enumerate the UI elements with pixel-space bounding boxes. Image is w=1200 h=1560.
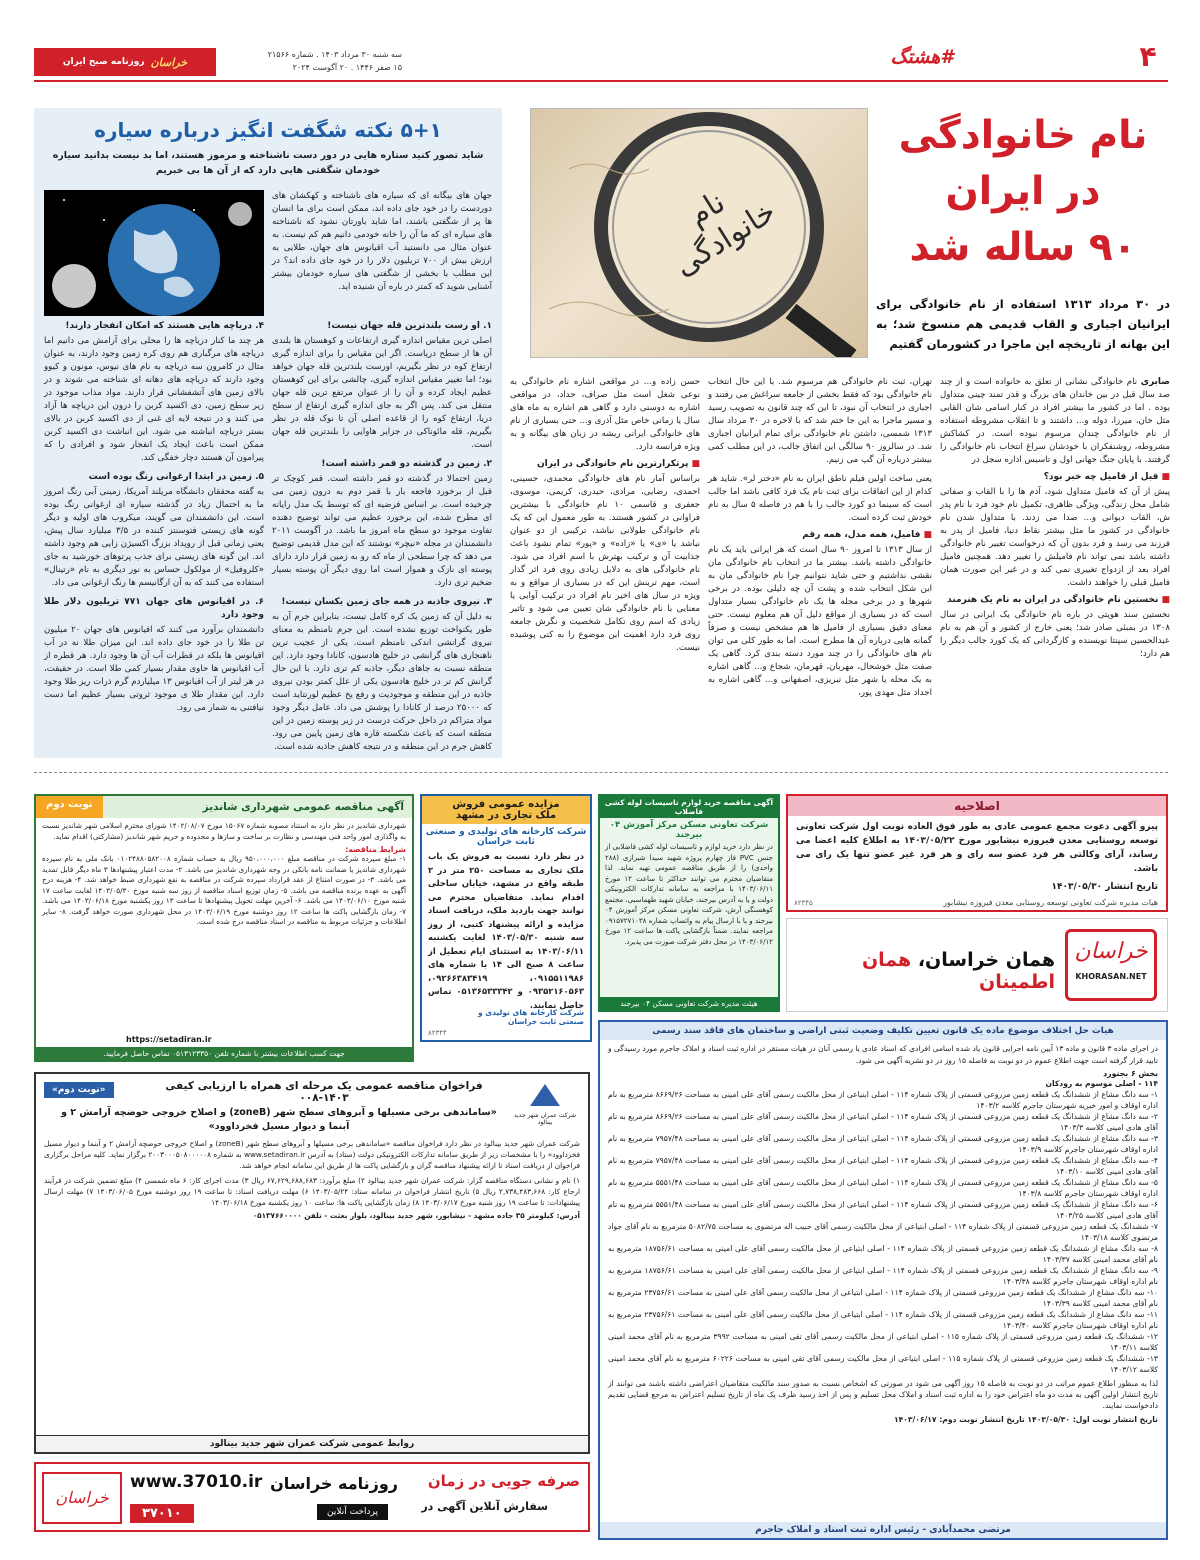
fact-4-title: ۴. دریاچه هایی هستند که امکان انفجار دارند! [65, 321, 264, 331]
binalood-items: ۱) نام و نشانی دستگاه مناقصه گزار: شرکت عمران شهر جدید بینالود ۲) مبلغ برآورد: ۶۷,۶۲۹,۶۸۸,۶۸۳ ریال ۳) مدت اجرای کار: ۶ ماه شمسی ۴) مبلغ تضمین شرکت در فرآیند ارجاع کار: ۲,۷۳۸,۴۸۳,۶۶۸ ریال ۵) تاریخ انتشار فراخوان در سامانه ستاد: ۱۴۰۳/۰۵/۲۴ ۶) مهلت دریافت اسناد: تا ساعت ۱۹ روز دوشنبه مورخ ۱۴۰۳/۰۶/۰۵ ۷) مهلت ارسال پیشنهادات: تا ساعت ۱۹ روز شنبه مورخ ۱۴۰۳/۰۶/۱۷ ۸) زمان بازگشایی پاکت ها: ساعت ۱۰ روز یکشنبه مورخ ۱۴۰۳/۰۶/۱۸ [44, 1176, 581, 1207]
registry-line: ۵- سه دانگ مشاع از ششدانگ یک قطعه زمین مزروعی قسمتی از پلاک شماره ۱۱۴ - اصلی ابتیاعی از محل مالکیت رسمی آقای علی امینی به مساحت ۵۵۵۱/۴۸ مترمربع به نام اداره اوقاف شهرستان جاجرم کلاسه ۱۴۰۳/۸ [608, 1178, 1158, 1198]
science-lead: شاید تصور کنید ستاره هایی در دور دست ناشناخته و مرموز هستند، اما بد نیست بدانید سیاره خودمان شگفتی هایی دارد که از آن ها بی خبریم [52, 150, 484, 176]
earth-illustration [44, 190, 264, 316]
binalood-emblem-icon [528, 1082, 562, 1108]
shandiz-conditions: ۱- مبلغ سپرده شرکت در مناقصه مبلغ ۹۵۰،۰۰۰،۰۰۰ ریال به حساب شماره ۰۱۰۲۴۸۸۰۵۸۲۰۰۸ بانک ملی به نام سپرده شهرداری شاندیز یا ضمانت نامه بانکی در وجه شهرداری شاندیز می باشد. ۲- مدت اعتبار پیشنهادها ۳ ماه دیگر قابل تمدید می باشد. ۳- در صورت امتناع از عقد قرارداد سپرده شرکت در مناقصه به نفع شهرداری ضبط خواهد شد. ۴- هزینه درج آگهی به عهده برنده مناقصه می باشد. ۵- زمان توزیع اسناد مناقصه از روز سه شنبه مورخ ۱۴۰۳/۰۵/۳۰ لغایت ساعت ۱۷ شنبه مورخ ۱۴۰۳/۰۶/۱۰ می باشد. ۶- آخرین مهلت تحویل پیشنهادها تا ساعت ۱۳ روز یکشنبه مورخ ۱۴۰۳/۰۶/۱۸ می باشد. ۷- زمان بازگشایی پاکت ها ساعت ۱۲ روز دوشنبه مورخ ۱۴۰۳/۰۶/۱۹ در محل شهرداری صورت خواهد گرفت. ۸- سایر اطلاعات و جزئیات مربوط به مناقصه در اسناد مناقصه درج شده است. [42, 854, 407, 926]
binalood-logo [510, 1082, 580, 1126]
auction-title-2: ملک تجاری در مشهد [422, 810, 590, 824]
registry-lines [600, 1078, 1166, 1375]
fact-6-text: دانشمندان برآورد می کنند که اقیانوس های جهان ۲۰ میلیون تن طلا را در خود جای داده اند. این میزان طلا نه در آب اقیانوس ها بلکه در قطرات آب آن ها وجود دارد. هر قطره از آب اقیانوس ها حاوی مقدار بسیار کمی طلا است. در حقیقت، در هر لیتر از آب اقیانوس ۱۳ میلیاردم گرم ذرات ریز طلا وجود دارد. این مقدار طلا ی موجود ثروتی بسیار عظیم اما دست نیافتنی به شمار می رود. [44, 625, 264, 713]
registry-line: ۸- سه دانگ مشاع از ششدانگ یک قطعه زمین مزروعی قسمتی از پلاک شماره ۱۱۴ - اصلی ابتیاعی از محل مالکیت رسمی آقای علی امینی به مساحت ۱۸۷۵۶/۶۱ مترمربع به نام آقای محمد امینی کلاسه ۱۴۰۳/۳۷ [608, 1244, 1158, 1264]
auction-ad [420, 794, 592, 1042]
date-line-other: ۱۵ صفر ۱۴۴۶ . ۲۰ آگوست ۲۰۲۴ [292, 63, 402, 72]
registry-section: بخش ۶ بجنورد [1103, 1069, 1158, 1078]
fact-1-title: ۱. او رست بلندترین قله جهان نیست! [327, 321, 492, 331]
coop-tender-ad [598, 794, 780, 1012]
fact-3-text: به دلیل آن که زمین یک کره کامل نیست، بنابراین جرم آن به طور یکنواخت توزیع نشده است. این جرم نامنظم به معنای نیروی گرانشی اندکی نامنظم است. یکی از عجیب ترین ناهنجاری های گرانشی در خلیج هادسون، کانادا وجود دارد. این منطقه نسبت به جاهای دیگر، جاذبه کم تری دارد. با این حال گرانش کم تر در خلیج هادسون یکی از علل کمتر بودن نیروی جاذبه در این منطقه و موجودیت و رفع یخ عظیم لورنتاید است که ۲۵۰۰۰ درصد از کانادا را پوشش می داد. عامل دیگر وجود مواد متراکم در داخل حرکت درست در زیر پوسته زمین در این منطقه است که باعث شکسته قاره های زمین پایین می رود. کاهش جرم در این منطقه و در نتیجه کاهش جاذبه شده است. [272, 612, 492, 752]
subhead-before-family-names: ■ قبل از فامیل چه خبر بود؟ [940, 471, 1170, 484]
fact-2-text: زمین احتمالا در گذشته دو قمر داشته است. قمر کوچک تر قبل از برخورد فاجعه بار با قمر دوم به درون زمین می چرخیده است. بر اساس فرضیه ای که توسط یک مدل رایانه ای مطرح شده، این برخورد عظیم می تواند توضیح دهنده تفاوت موجود دو سطح ماه امروز ما باشد. در آگوست ۲۰۱۱ دانشمندان در مجله «نیچر» نوشتند که این مدل قدیمی توضیح می دهد که چرا سطحی از ماه که رو به زمین قرار دارد دارای پوسته ای نازک و هموار است اما روی دیگر آن پوسته بسیار ضخیم تری دارد. [272, 474, 492, 588]
header-rule [34, 80, 1168, 82]
registry-dates: تاریخ انتشار نوبت اول: ۱۴۰۳/۰۵/۳۰ تاریخ انتشار نوبت دوم: ۱۴۰۳/۰۶/۱۷ [893, 1415, 1158, 1424]
main-article-title [876, 108, 1170, 276]
science-intro: جهان های بیگانه ای که سیاره های ناشناخته و کهکشان های دوردست را در خود جای داده اند، ممکن است برای ما انسان ها پر از شگفتی باشند، اما شاید باورتان نشود که ناشناخته های سیاره ای که ما آن را خانه خودمی دانیم هم کم نیست. به عنوان مثال می دانستید آب اقیانوس های جهان، طلایی به ارزش بیش از ۷۰۰ تریلیون دلار را در خود جای داده اند؟ در این مطلب با بخشی از شگفتی های سیاره خودمان بیشتر آشنایی شوید که کمتر در باره آن شنیده اید. [272, 191, 492, 292]
registry-line: ۳- سه دانگ مشاع از ششدانگ یک قطعه زمین مزروعی قسمتی از پلاک شماره ۱۱۴ - اصلی ابتیاعی از محل مالکیت رسمی آقای علی امینی به مساحت ۷۹۵۷/۴۸ مترمربع به نام اداره اوقاف شهرستان جاجرم کلاسه ۱۴۰۳/۹ [608, 1134, 1158, 1154]
coop-tender-text: در نظر دارد خرید لوازم و تاسیسات لوله کشی فاضلابی از جنس PVC فاز چهارم پروژه شهید سیدا شیرازی (۲۸۸ واحدی) را از طریق مناقصه عمومی تهیه نماید. لذا متقاضیان محترم می توانند حداکثر تا ساعت ۱۲ مورخ ۱۴۰۳/۰۶/۱۱ با مراجعه به سامانه تدارکات الکترونیکی دولت و یا به آدرس بیرجند، خیابان شهید طهماسبی، مجتمع کوهسنگی آرش، شرکت تعاونی مسکن مرکز آموزش ۰۴ بیرجند و یا با ارسال پیام به واتساپ شماره ۰۹۱۵۷۲۷۱۰۳۸ مراجعه نمایند. ضمناً بازگشایی پاکت ها ساعت ۱۲ مورخ ۱۴۰۳/۰۶/۱۲ در محل دفتر شرکت صورت می پذیرد. [605, 843, 773, 946]
fact-2-title: ۲. زمین در گذشته دو قمر داشته است! [321, 459, 492, 469]
shandiz-website[interactable]: https://setadiran.ir [126, 1035, 212, 1044]
binalood-contact: آدرس: کیلومتر ۳۵ جاده مشهد - نیشابور، شهر جدید بینالود، بلوار بعثت - تلفن ۰۵۱۳۷۶۶۰۰۰۰ [252, 1211, 580, 1220]
fact-5-title: ۵. زمین در ابتدا ارغوانی رنگ بوده است [88, 472, 264, 482]
subhead-all-kinds-text: از سال ۱۳۱۳ تا امروز ۹۰ سال است که هر ایرانی باید یک نام خانوادگی داشته باشد. بیشتر ما در انتخاب نام خانوادگی مان نقشی نداشتیم و حتی شاید نتوانیم چرا نام خانوادگی مان به این شکل انتخاب شده و پشت آن چه دلیلی بوده. در برخی شهرها و در برخی محله ها یک نام خانوادگی بسیار متداول است که در بسیاری از مواقع دلیل آن هم معلوم نیست. حتی معنای دقیق بسیاری از فامیل ها هم مشخص نیست و صرفاً گمانه هایی درباره آن ها مطرح است. اما به طور کلی می توان نام های خانوادگی را در چند مورد دسته بندی کرد. گاهی یک صفت مثل خوشحال، مهربان، قهرمان، شجاع و... گاهی اشاره به یک محله یا شهر مثل تبریزی، اصفهانی و... گاهی اشاره به اجداد مثل مهدی پور، [708, 545, 932, 698]
magnifier-image [530, 108, 868, 358]
promo-pay-button[interactable]: پرداخت آنلاین [317, 1504, 388, 1520]
binalood-title: فراخوان مناقصه عمومی یک مرحله ای همراه با ارزیابی کیفی ۱۴۰۳-۰۰۸ [165, 1080, 483, 1104]
subhead-most-common: ■ پرتکرارترین نام خانوادگی در ایران [510, 458, 700, 471]
auction-footer: شرکت کارخانه های تولیدی و صنعتی ثابت خراسان [477, 1008, 584, 1026]
binalood-subtitle: «ساماندهی برخی مسیلها و آبروهای سطح شهر (zoneB) و اصلاح خروجی حوضچه آرامش ۲ و آبنما و دیوار مسیل فخرداوود» [61, 1107, 497, 1132]
registry-line: ۴- سه دانگ مشاع از ششدانگ یک قطعه زمین مزروعی قسمتی از پلاک شماره ۱۱۴ - اصلی ابتیاعی از محل مالکیت رسمی آقای علی امینی به مساحت ۷۹۵۷/۴۸ مترمربع به نام آقای هادی امینی کلاسه ۱۴۰۳/۱۰ [608, 1156, 1158, 1176]
subhead-before-family-names-text: پیش از آن که فامیل متداول شود، آدم ها را با القاب و صفاتی شامل محل زندگی، ویژگی ظاهری، تکمیل نام خود فرد با نام پدر ش، القاب دیوانی و... صدا می زدند. با متداول شدن نام خانوادگی در کشور ما مثل بیشتر نقاط دنیا، فامیل از پدر به فرزند می رسد و فرد بدون آن که درخواست تغییر نام خانوادگی داشته باشد نمی تواند نام فامیلش را تغییر دهد. همچنین فامیل افراد بعد از ازدواج تغییری نمی کند و در غیر این صورت همان فامیل قبلی را خواهند داشت. [940, 487, 1170, 588]
main-article-lead: در ۳۰ مرداد ۱۳۱۳ استفاده از نام خانوادگی برای ایرانیان اجباری و القاب قدیمی هم منسوخ شد؛ به این بهانه از تاریخچه این ماجرا در کشورمان گفتیم [876, 297, 1171, 351]
main-col-mid-text: تهران، ثبت نام خانوادگی هم مرسوم شد. با این حال انتخاب نام خانوادگی بود که فقط بخشی از جامعه سراغش می رفتند و اجباری در انتخاب آن نبود، تا این که چند قانون به تصویب رسید و مسیر ماجرا به این جا ختم شد که با لاخره در ۳۰ مرداد سال ۱۳۱۳ شمسی، داشتن نام خانوادگی برای تمام ایرانیان اجباری شد. در سالروز ۹۰ سالگی این اتفاق جالب، در این مطلب کمی بیشتر درباره آن گپ می زنیم. [708, 377, 932, 465]
fact-4-text: هر چند ما کنار دریاچه ها را محلی برای آرامش می دانیم اما دریاچه های مرگباری هم روی کره زمین وجود دارند، به عنوان مثال در کامرون سه دریاچه به نام های نیوس، مونون و کیوو وجود دارند که دریاچه های دهانه ای شناخته می شوند و در بالای زمین های آتشفشانی قرار دارند. مواد مذاب موجود در زیر سطح زمین، دی اکسید کربن را درون این دریاچه ها آزاد می کنند و در نتیجه لایه ای غنی از دی اکسید کربن در بالای بستر دریاچه انباشته می شود. این انباشت دی اکسید کربن ممکن است باعث ایجاد یک انفجار شود و افرادی را که پیرامون آن هستند دچار خفگی کند. [44, 336, 264, 463]
promo-phone: ۳۷۰۱۰ [130, 1504, 194, 1523]
binalood-badge: «نوبت دوم» [44, 1082, 114, 1098]
binalood-footer: روابط عمومی شرکت عمران شهر جدید بینالود [36, 1435, 588, 1452]
title-line-3: ۹۰ ساله شد [909, 225, 1137, 270]
promo-logo-badge [42, 1472, 122, 1524]
title-line-1: نام خانوادگی [898, 113, 1148, 158]
science-col-right [272, 320, 492, 756]
correction-footer: هیات مدیره شرکت تعاونی توسعه روستایی معدن فیروزه نیشابور [943, 898, 1158, 907]
promo-slogan-2: همان اطمینان [861, 949, 1055, 993]
coop-tender-footer: هیئت مدیره شرکت تعاونی مسکن ۰۴ بیرجند [600, 997, 778, 1010]
earth-image [44, 190, 264, 316]
registry-line: ۲- سه دانگ مشاع از ششدانگ یک قطعه زمین مزروعی قسمتی از پلاک شماره ۱۱۴ - اصلی ابتیاعی از محل مالکیت رسمی آقای علی امینی به مساحت ۸۶۶۹/۲۶ مترمربع به نام آقای هادی امینی کلاسه ۱۴۰۳/۳ [608, 1112, 1158, 1132]
subhead-all-kinds: ■ فامیل، همه مدل، همه رقم [708, 529, 932, 542]
coop-tender-title: آگهی مناقصه خرید لوازم تاسیسات لوله کشی فاضلاب [600, 796, 778, 818]
promo-logo-text: خراسان [1074, 939, 1148, 964]
fact-1-text: اصلی ترین مقیاس اندازه گیری ارتفاعات و کوهستان ها بلندی آن ها از سطح دریاست. اگر این مقیاس را برای اندازه گیری ارتفاع کوه در نظر بگیریم، اورست بلندترین قله جهان خواهد بود؛ اما تغییر مقیاس اندازه گیری، چالشی برای این کوهستان عظیم ایجاد کرده و آن را از عنوان مرتفع ترین قله جهان منتقل می کند. پس اگر به جای اندازه گیری ارتفاع از سطح دریا، ارتفاع کوه را از قاعده اصلی آن تا نوک قله در نظر بگیریم، قله مائوناکی در جزایر هاوایی را بلندترین قله جهان است. [272, 336, 492, 450]
auction-company: شرکت کارخانه های تولیدی و صنعتی ثابت خراسان [425, 827, 587, 847]
main-col-right [940, 376, 1170, 663]
brand-strip [34, 48, 216, 76]
registry-line: ۱۱۴ - اصلی موسوم به رودکان [1045, 1079, 1158, 1088]
main-col-left-text: حسن زاده و... در مواقعی اشاره نام خانوادگی به نوعی شغل است مثل صراف، حداد، در مواقعی اشاره به دوستی دارد و گاهی هم اشاره به ماه های سال یا زمانی خاص مثل آذری و... حتی بسیاری از نام های خانوادگی ایرانی ریشه در زبان های بیگانه و به ویژه فرانسه دارد. [510, 377, 700, 452]
fact-3-title: ۳. نیروی جاذبه در همه جای زمین یکسان نیست! [281, 597, 492, 607]
main-col-mid [708, 376, 932, 702]
section-divider [34, 772, 1168, 773]
coop-tender-company: شرکت تعاونی مسکن مرکز آموزش ۰۴ بیرجند [609, 820, 769, 840]
registry-title: هیات حل اختلاف موضوع ماده یک قانون تعیین تکلیف وضعیت ثبتی اراضی و ساختمان های فاقد سند رسمی [600, 1022, 1166, 1040]
correction-date: تاریخ انتشار ۱۴۰۳/۰۵/۳۰ [1051, 882, 1158, 892]
brand-subtitle: روزنامه صبح ایران [62, 57, 145, 67]
correction-code: ۸۲۳۴۵ [794, 899, 813, 907]
promo-sub: سفارش آنلاین آگهی در [421, 1500, 548, 1513]
registry-intro: در اجرای ماده ۳ قانون و ماده ۱۳ آیین نامه اجرایی قانون یاد شده اسامی افرادی که اسناد عادی یا رسمی آنان در هیات مستقر در اداره ثبت اسناد و املاک جاجرم مورد رسیدگی و تایید قرار گرفته است جهت اطلاع عموم در دو نوبت به فاصله ۱۵ روز در دو نشریه آگهی می شود. [608, 1044, 1158, 1065]
correction-title: اصلاحیه [788, 796, 1166, 816]
binalood-tender-ad [34, 1072, 590, 1454]
main-col-right-text: نام خانوادگی نشانی از تعلق به خانواده است و از چند صد سال قبل در بین خاندان های بزرگ و قدر تمند چینی متداول بوده . اما در کشور ما بیشتر افراد در کنار اسامی شان القابی مثل خان، میرزا، دوله و... داشتند و تا انقلاب مشروطه استفاده از نام خانوادگی چندان مرسوم نبوده است. در کشاکش مشروطه، روشنفکران با خودشان سراغ انتخاب نام خانوادگی را گرفتند. با پایان جنگ جهانی اول و تاسیس اداره سجل در [940, 377, 1170, 465]
fact-6-title: ۶. در اقیانوس های جهان ۷۷۱ تریلیون دلار طلا وجود دارد [44, 597, 264, 620]
main-col-mid-text-2: یعنی ساخت اولین فیلم ناطق ایران به نام «دختر لر». شاید هر کدام از این اتفاقات برای ثبت نام یک فرد کافی باشد اما جالب است که سینما دو کورد جالب را با هم در فاصله ۵ سال به نام خودش ثبت کرده است. [708, 474, 932, 523]
promo-website[interactable]: www.37010.ir [130, 1472, 263, 1492]
promo-slogan [787, 949, 1055, 993]
auction-code: ۸۲۳۴۴ [428, 1029, 447, 1037]
promo-logo-badge-text: خراسان [55, 1488, 109, 1507]
registry-line: ۱۰- سه دانگ مشاع از ششدانگ یک قطعه زمین مزروعی قسمتی از پلاک شماره ۱۱۴ - اصلی ابتیاعی از محل مالکیت رسمی آقای علی امینی به مساحت ۲۳۷۵۶/۶۱ مترمربع به نام آقای محمد امینی کلاسه ۱۴۰۳/۳۹ [608, 1288, 1158, 1308]
registry-line: ۱۲- ششدانگ یک قطعه زمین مزروعی قسمتی از پلاک شماره ۱۱۵ - اصلی ابتیاعی از محل مالکیت رسمی آقای تقی امینی به مساحت ۳۹۹۲ مترمربع به نام آقای محمد امینی کلاسه ۱۴۰۳/۱۱ [608, 1332, 1158, 1352]
promo-brand: روزنامه خراسان [270, 1474, 398, 1493]
registry-notice [598, 1020, 1168, 1540]
binalood-text: شرکت عمران شهر جدید بینالود در نظر دارد فراخوان مناقصه «ساماندهی برخی مسیلها و آبروهای سطح شهر (zoneB) و اصلاح خروجی حوضچه آرامش ۲ و آبنما و دیوار مسیل فخرداوود» را با مشخصات زیر از طریق سامانه تدارکات الکترونیکی دولت (ستاد) به آدرس www.setadiran.ir به شماره ۲۰۰۳۰۰۰۵۰۸۰۰۰۰۰۸ برگزار نماید. کلیه مراحل برگزاری فراخوان از دریافت اسناد تا ارائه پیشنهاد مناقصه گران و بازگشایی پاکت ها از طریق این سامانه انجام خواهد شد. [44, 1139, 580, 1170]
shandiz-footer: جهت کسب اطلاعات بیشتر با شماره تلفن ۰۵۱۳۱۲۳۳۵۰ تماس حاصل فرمایید. [36, 1047, 412, 1060]
registry-line: ۹- سه دانگ مشاع از ششدانگ یک قطعه زمین مزروعی قسمتی از پلاک شماره ۱۱۴ - اصلی ابتیاعی از محل مالکیت رسمی آقای علی امینی به مساحت ۱۸۷۵۶/۶۱ مترمربع به نام اداره اوقاف شهرستان جاجرم کلاسه ۱۴۰۳/۳۸ [608, 1266, 1158, 1286]
shandiz-text: شهرداری شاندیز در نظر دارد به استناد مصوبه شماره ۱۵۰۶۷ مورخ ۱۴۰۲/۰۸/۰۷ شورای محترم اسلامی شهر شاندیز نسبت به واگذاری امور واحد فنی مهندسی و نظارت بر ساخت و سازها و محدوده و حریم شهر شاندیز (مشارکتی) اقدام نماید. [42, 821, 406, 841]
online-ad-promo [34, 1462, 590, 1532]
page-header [0, 0, 1200, 86]
registry-line: ۶- سه دانگ مشاع از ششدانگ یک قطعه زمین مزروعی قسمتی از پلاک شماره ۱۱۴ - اصلی ابتیاعی از محل مالکیت رسمی آقای علی امینی به مساحت ۵۵۵۱/۴۸ مترمربع به نام آقای هادی امینی کلاسه ۱۴۰۳/۲۵ [608, 1200, 1158, 1220]
registry-signer: مرتضی محمدآبادی - رئیس اداره ثبت اسناد و املاک جاجرم [600, 1522, 1166, 1538]
promo-logo [1065, 929, 1157, 1001]
promo-slogan-1: همان خراسان، [917, 949, 1055, 971]
page-number: ۴ [1139, 40, 1157, 73]
shandiz-conditions-title: شرایط مناقصه: [345, 845, 406, 854]
subhead-first-family-name: ■ نخستین نام خانوادگی در ایران به نام یک هنرمند [940, 594, 1170, 607]
brand-logo: خراسان [150, 55, 188, 69]
date-line-persian: سه شنبه ۳۰ مرداد ۱۴۰۳ . شماره ۲۱۵۶۶ [267, 50, 402, 59]
correction-ad [786, 794, 1168, 912]
main-col-left [510, 376, 700, 657]
registry-line: ۷- ششدانگ یک قطعه زمین مزروعی قسمتی از پلاک شماره ۱۱۴ - اصلی ابتیاعی از محل مالکیت رسمی آقای حبیب اله مرتضوی به مساحت ۵۰۸۲/۷۵ مترمربع به نام آقای جواد مرتضوی کلاسه ۱۴۰۳/۱۸ [608, 1222, 1158, 1242]
auction-text: در نظر دارد نسبت به فروش یک باب ملک تجاری به مساحت ۲۵۰ متر در ۲ طبقه واقع در مشهد، خیابان ساحلی اقدام نماید. متقاضیان محترم می توانند جهت بازدید ملک، دریافت اسناد مزایده و ارائه پیشنهاد کتبی، از روز سه شنبه ۱۴۰۳/۰۵/۳۰ لغایت یکشنبه ۱۴۰۳/۰۶/۱۱ به استثنای ایام تعطیل از ساعت ۸ صبح الی ۱۴ با شماره های ۰۹۱۵۵۱۱۹۸۶، ۰۹۲۶۶۳۸۳۴۱۹، ۰۹۳۵۲۱۶۰۵۶۳ و ۰۵۱۳۶۵۳۳۳۴۲ تماس حاصل نمایند. [428, 851, 584, 1010]
registry-line: ۱۳- ششدانگ یک قطعه زمین مزروعی قسمتی از پلاک شماره ۱۱۵ - اصلی ابتیاعی از محل مالکیت رسمی آقای تقی امینی به مساحت ۶۰۲۲۶ مترمربع به نام آقای محمد امینی کلاسه ۱۴۰۳/۱۲ [608, 1354, 1158, 1374]
registry-line: ۱- سه دانگ مشاع از ششدانگ یک قطعه زمین مزروعی قسمتی از پلاک شماره ۱۱۴ - اصلی ابتیاعی از محل مالکیت رسمی آقای علی امینی به مساحت ۸۶۶۹/۲۶ مترمربع به نام اداره اوقاف و امور خیریه شهرستان جاجرم کلاسه ۱۴۰۳/۲ [608, 1090, 1158, 1110]
section-tag: #هشتگ [890, 46, 954, 68]
fact-5-text: به گفته محققان دانشگاه مریلند آمریکا، زمینی آبی رنگ امروز ما به احتمال زیاد در گذشته سیاره ای ارغوانی رنگ بوده است. این دانشمندان می گویند، میکروب های اولیه و دیگر گونه های زیستی فتوسنتز کننده در ۳/۵ میلیارد سال پیش، یعنی زمانی قبل از رویداد بزرگ اکسیژن زایی هم وجود داشته اند. این گونه های زیستی برای جذب پرتوهای خورشید به جای «کلروفیل» از مولکول حساس به نور دیگری به نام «رتینال» استفاده می کنند که به آن ارگانیسم ها رنگ ارغوانی می داد. [44, 487, 264, 588]
promo-headline: صرفه جویی در زمان [427, 1472, 580, 1490]
shandiz-tender-ad [34, 794, 414, 1062]
correction-text: پیرو آگهی دعوت مجمع عمومی عادی به طور فوق العاده نوبت اول شرکت تعاونی توسعه روستایی معدن فیروزه نیشابور مورخ ۱۴۰۳/۰۵/۲۲ به اطلاع کلیه اعضا می رساند، آرای وکالتی هر فرد عضو سه رای و هر فرد غیر عضو تنها یک رای می باشد. [796, 822, 1158, 874]
khorasan-promo [786, 918, 1168, 1012]
binalood-issuer-small: شرکت عمران شهر جدید بینالود [513, 1112, 577, 1126]
issue-date [222, 48, 402, 74]
shandiz-header [36, 796, 412, 818]
shandiz-badge: نوبت دوم [36, 796, 103, 818]
science-col-left [44, 320, 264, 717]
subhead-most-common-text: براساس آمار نام های خانوادگی محمدی، حسینی، احمدی، رضایی، مرادی، حیدری، کریمی، موسوی، جعفری و قاسمی ۱۰ نام خانوادگی با بیشترین فراوانی در کشور هستند. به طور معمول این که یک نام خانوادگی طولانی نباشد، ترکیبی از دو عنوان نباشد یا «ی» یا «زاده» و «پور» تمام نشود باعث جذابیت آن و ترکیب بهترش با اسم افراد می شود. نام خانوادگی های به دلایل زیادی روی فرد اثر گذار است، مهم ترینش این که در بسیاری از مواقع و به ویژه در سال های اخیر نام افراد در ترکیب آوایی یا معنایی با نام خانوادگی شان تعیین می شود و تاثیر زیادی که اسم روی تکامل شخصیت و نگرش جامعه روی فرد دارد اهمیت این موضوع را به کنی پوشیده نیست. [510, 474, 700, 653]
title-line-2: در ایران [945, 169, 1101, 214]
subhead-first-family-name-text: نخستین سند هویتی در باره نام خانوادگی یک ایرانی در سال ۱۳۰۸ در بمبئی صادر شد؛ یعنی خارج از کشور و آن هم به نام عبدالحسین سپنتا نویسنده و کارگردانی که یک کورد جالب دیگر را هم دارد؛ [940, 610, 1170, 659]
registry-closing: لذا به منظور اطلاع عموم مراتب در دو نوبت به فاصله ۱۵ روز آگهی می شود در صورتی که اشخاص نسبت به صدور سند مالکیت متقاضیان اعتراضی داشته باشند می توانند از تاریخ انتشار اولین آگهی به مدت دو ماه اعتراض خود را به اداره ثبت اسناد و املاک محل تسلیم و پس از اخذ رسید ظرف یک ماه از تاریخ تسلیم اعتراض به مرجع قضایی تقدیم دادخواست نمایند. [608, 1379, 1159, 1410]
shandiz-title: آگهی مناقصه عمومی شهرداری شاندیز [202, 801, 404, 813]
science-title: ۵+۱ نکته شگفت انگیز درباره سیاره [94, 118, 442, 142]
magnifier-caption: نام خانوادگی [668, 184, 783, 284]
byline: صابری [1140, 377, 1171, 387]
registry-line: ۱۱- سه دانگ مشاع از ششدانگ یک قطعه زمین مزروعی قسمتی از پلاک شماره ۱۱۴ - اصلی ابتیاعی از محل مالکیت رسمی آقای علی امینی به مساحت ۲۳۷۵۶/۶۱ مترمربع به نام اداره اوقاف شهرستان جاجرم کلاسه ۱۴۰۳/۴۰ [608, 1310, 1158, 1330]
auction-title-1: مزایده عمومی فروش [422, 796, 590, 810]
promo-logo-sub: KHORASAN.NET [1075, 972, 1147, 981]
